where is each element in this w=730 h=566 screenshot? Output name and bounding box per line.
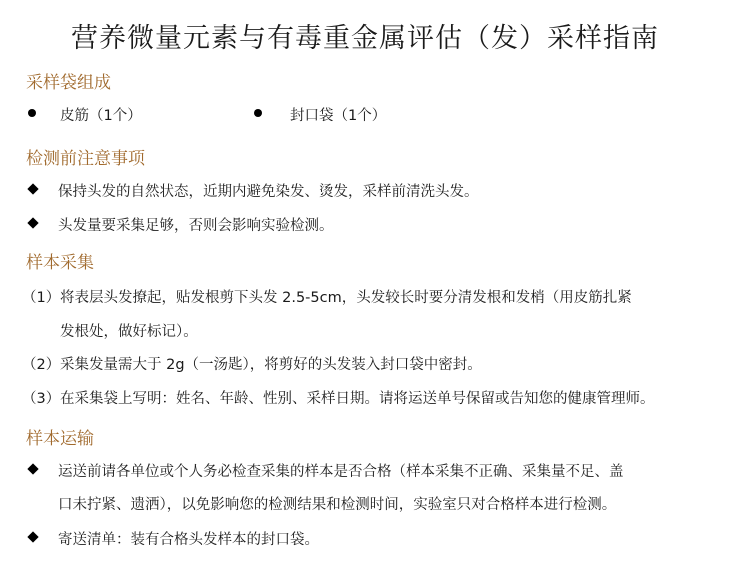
bullet-dot-icon <box>28 109 36 117</box>
step-number: （1） <box>22 290 61 306</box>
collection-step-line: 发根处，做好标记）。 <box>60 324 198 340</box>
section-heading-transport: 样本运输 <box>26 429 94 449</box>
bullet-dot-icon <box>254 109 262 117</box>
bullet-diamond-icon <box>27 217 38 228</box>
collection-step-line: 将表层头发撩起，贴发根剪下头发 2.5-5cm，头发较长时要分清发根和发梢（用皮筋扎紧 <box>60 290 632 306</box>
page-title: 营养微量元素与有毒重金属评估（发）采样指南 <box>71 23 659 54</box>
bullet-diamond-icon <box>27 183 38 194</box>
step-number: （2） <box>22 357 61 373</box>
section-heading-collection: 样本采集 <box>26 253 94 273</box>
bullet-diamond-icon <box>27 463 38 474</box>
kit-item-sealed-bag: 封口袋（1个） <box>290 108 387 124</box>
precaution-item: 头发量要采集足够，否则会影响实验检测。 <box>58 218 334 234</box>
transport-item-line: 寄送清单：装有合格头发样本的封口袋。 <box>58 532 319 548</box>
transport-item-line: 口未拧紧、遗洒），以免影响您的检测结果和检测时间，实验室只对合格样本进行检测。 <box>58 497 617 513</box>
section-heading-kit: 采样袋组成 <box>26 73 111 93</box>
collection-step-line: 采集发量需大于 2g（一汤匙），将剪好的头发装入封口袋中密封。 <box>60 357 482 373</box>
kit-item-rubber-band: 皮筋（1个） <box>60 108 142 124</box>
transport-item-line: 运送前请各单位或个人务必检查采集的样本是否合格（样本采集不正确、采集量不足、盖 <box>58 464 624 480</box>
section-heading-precautions: 检测前注意事项 <box>26 149 145 169</box>
step-number: （3） <box>22 391 61 407</box>
bullet-diamond-icon <box>27 531 38 542</box>
collection-step-line: 在采集袋上写明：姓名、年龄、性别、采样日期。请将运送单号保留或告知您的健康管理师。 <box>60 391 655 407</box>
precaution-item: 保持头发的自然状态，近期内避免染发、烫发，采样前清洗头发。 <box>58 184 479 200</box>
